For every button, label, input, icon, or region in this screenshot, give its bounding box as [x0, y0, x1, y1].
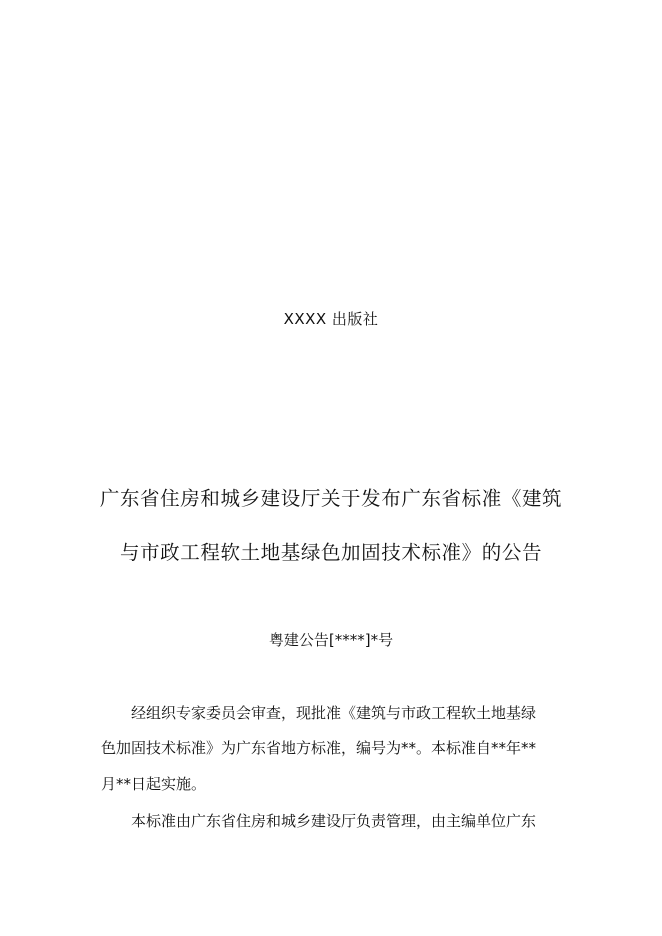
publisher-name: XXXX 出版社	[283, 310, 379, 328]
announcement-title-line-1: 广东省住房和城乡建设厅关于发布广东省标准《建筑	[99, 487, 563, 510]
paragraph-1-line-2: 色加固技术标准》为广东省地方标准，编号为**。本标准自**年**	[101, 739, 537, 757]
paragraph-1-line-1: 经组织专家委员会审查，现批准《建筑与市政工程软土地基绿	[131, 704, 537, 722]
paragraph-2-line-1: 本标准由广东省住房和城乡建设厅负责管理，由主编单位广东	[131, 812, 537, 830]
announcement-title-line-2: 与市政工程软土地基绿色加固技术标准》的公告	[119, 541, 543, 564]
notice-number: 粤建公告[****]*号	[268, 631, 394, 649]
paragraph-1-line-3: 月**日起实施。	[101, 775, 207, 793]
